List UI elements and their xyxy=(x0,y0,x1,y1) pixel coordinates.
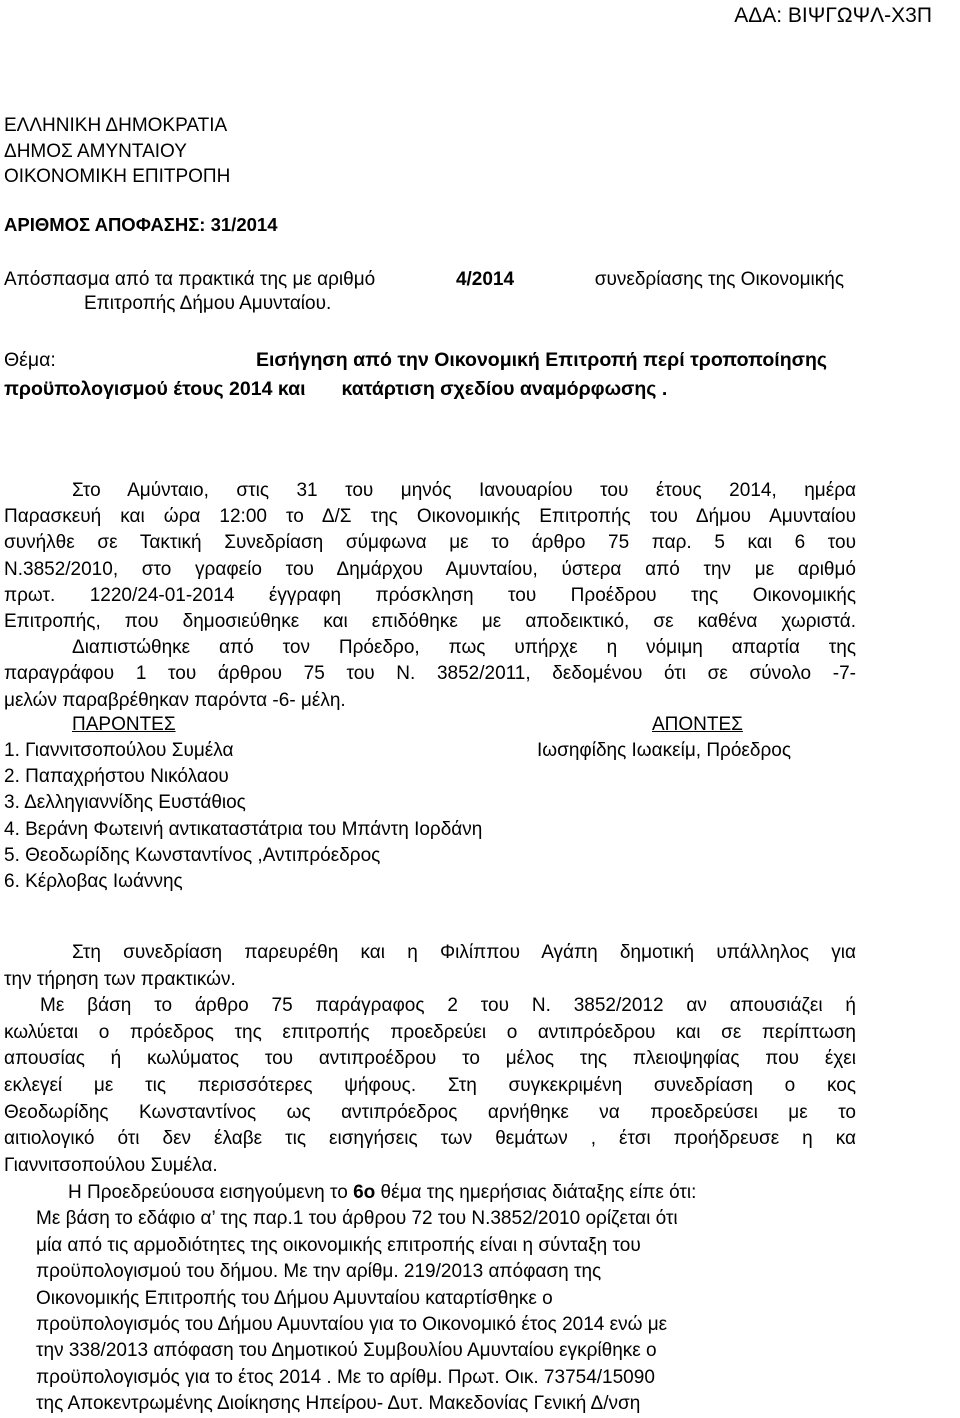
meeting-paragraph xyxy=(4,478,856,714)
excerpt-line-1 xyxy=(4,268,844,292)
paragraph-line: Με βάση το εδάφιο α’ της παρ.1 του άρθρου 72 του Ν.3852/2010 ορίζεται ότι xyxy=(36,1208,678,1230)
excerpt-text-b: συνεδρίασης της Οικονομικής xyxy=(594,269,844,290)
meeting-number: 4/2014 xyxy=(455,269,515,290)
subject-label: Θέμα: xyxy=(4,349,56,371)
attendance-row xyxy=(4,843,864,869)
paragraph-line: προϋπολογισμός για το έτος 2014 . Με το αρίθμ. Πρωτ. Οικ. 73754/15090 xyxy=(36,1366,655,1388)
subject-block xyxy=(4,346,827,404)
absent-member: Ιωσηφίδης Ιωακείμ, Πρόεδρος xyxy=(537,740,791,761)
header-line-republic: ΕΛΛΗΝΙΚΗ ΔΗΜΟΚΡΑΤΙΑ xyxy=(4,115,228,136)
attendance-row xyxy=(4,817,864,843)
issuer-header xyxy=(4,113,230,190)
present-member: 3. Δελληγιαννίδης Ευστάθιος xyxy=(4,792,246,814)
ada-code: ΑΔΑ: ΒΙΨΓΩΨΛ-Χ3Π xyxy=(734,4,932,27)
topic-number: 6ο xyxy=(353,1182,376,1203)
subject-text-2b: κατάρτιση σχεδίου αναμόρφωσης . xyxy=(341,378,668,400)
paragraph-line: την 338/2013 απόφαση του Δημοτικού Συμβουλίου Αμυνταίου εγκρίθηκε ο xyxy=(36,1340,657,1362)
paragraph-line: προϋπολογισμός του Δήμου Αμυνταίου για το Οικονομικό έτος 2014 ενώ με xyxy=(36,1314,668,1336)
paragraph-line: συνήλθε σε Τακτική Συνεδρίαση σύμφωνα με το άρθρο 75 παρ. 5 και 6 του xyxy=(4,532,856,554)
paragraph-line: Διαπιστώθηκε από τον Πρόεδρο, πως υπήρχε η νόμιμη απαρτία της xyxy=(72,637,856,659)
paragraph-line: προϋπολογισμού του δήμου. Με την αρίθμ. 219/2013 απόφαση της xyxy=(36,1261,602,1283)
paragraph-line: απουσίας ή κωλύματος του αντιπροέδρου το μέλος της πλειοψηφίας που έχει xyxy=(4,1048,856,1070)
attendance-row xyxy=(4,738,864,764)
paragraph-line: την τήρηση των πρακτικών. xyxy=(4,968,236,990)
paragraph-line: της Αποκεντρωμένης Διοίκησης Ηπείρου- Δυτ. Μακεδονίας Γενική Δ/νση xyxy=(36,1393,641,1415)
attendance-block xyxy=(4,712,864,895)
subject-text-1: Εισήγηση από την Οικονομική Επιτροπή περί τροποποίησης xyxy=(256,349,827,371)
proposal-intro-a: Η Προεδρεύουσα εισηγούμενη το xyxy=(68,1182,348,1203)
paragraph-line: Ν.3852/2010, στο γραφείο του Δημάρχου Αμυνταίου, ύστερα από την με αριθμό xyxy=(4,558,856,580)
chair-paragraph xyxy=(4,940,856,1179)
proposal-paragraph xyxy=(36,1180,820,1418)
paragraph-line xyxy=(68,1180,820,1206)
paragraph-line: Στο Αμύνταιο, στις 31 του μηνός Ιανουαρίου του έτους 2014, ημέρα xyxy=(72,480,856,501)
paragraph-line: εκλεγεί με τις περισσότερες ψήφους. Στη συγκεκριμένη συνεδρίαση ο κος xyxy=(4,1074,856,1096)
paragraph-line: Με βάση το άρθρο 75 παράγραφος 2 του Ν. 3852/2012 αν απουσιάζει ή xyxy=(40,995,856,1017)
present-member: 5. Θεοδωρίδης Κωνσταντίνος ,Αντιπρόεδρος xyxy=(4,844,381,866)
paragraph-line: μία από τις αρμοδιότητες της οικονομικής επιτροπής είναι η σύνταξη του xyxy=(36,1234,641,1256)
subject-line-2 xyxy=(4,375,827,404)
attendance-row xyxy=(4,764,864,790)
present-heading: ΠΑΡΟΝΤΕΣ xyxy=(72,714,176,735)
attendance-row xyxy=(4,790,864,816)
decision-number: ΑΡΙΘΜΟΣ ΑΠΟΦΑΣΗΣ: 31/2014 xyxy=(4,214,278,235)
excerpt-line-2: Επιτροπής Δήμου Αμυνταίου. xyxy=(84,293,332,314)
paragraph-line: Γιαννιτσοπούλου Συμέλα. xyxy=(4,1154,218,1176)
present-member: 2. Παπαχρήστου Νικόλαου xyxy=(4,766,229,788)
absent-heading: ΑΠΟΝΤΕΣ xyxy=(652,714,743,735)
paragraph-line: παραγράφου 1 του άρθρου 75 του Ν. 3852/2011, δεδομένου ότι σε σύνολο -7- xyxy=(4,663,856,685)
attendance-row xyxy=(4,869,864,895)
proposal-intro-b: θέμα της ημερήσιας διάταξης είπε ότι: xyxy=(380,1182,697,1203)
attendance-headings xyxy=(4,712,864,738)
excerpt-text-a: Απόσπασμα από τα πρακτικά της με αριθμό xyxy=(4,269,376,290)
paragraph-line: Οικονομικής Επιτροπής του Δήμου Αμυνταίου καταρτίσθηκε ο xyxy=(36,1287,553,1309)
paragraph-line: Θεοδωρίδης Κωνσταντίνος ως αντιπρόεδρος αρνήθηκε να προεδρεύσει με το xyxy=(4,1101,856,1123)
paragraph-line: κωλύεται ο πρόεδρος της επιτροπής προεδρεύει ο αντιπρόεδρου και σε περίπτωση xyxy=(4,1021,856,1043)
present-member: 1. Γιαννιτσοπούλου Συμέλα xyxy=(4,740,234,761)
present-member: 4. Βεράνη Φωτεινή αντικαταστάτρια του Μπάντη Ιορδάνη xyxy=(4,818,483,840)
paragraph-line: πρωτ. 1220/24-01-2014 έγγραφη πρόσκληση του Προέδρου της Οικονομικής xyxy=(4,584,856,606)
header-line-municipality: ΔΗΜΟΣ ΑΜΥΝΤΑΙΟΥ xyxy=(4,140,187,162)
paragraph-line: Επιτροπής, που δημοσιεύθηκε και επιδόθηκε με αποδεικτικό, σε καθένα χωριστά. xyxy=(4,611,856,633)
excerpt-paragraph xyxy=(4,268,844,316)
paragraph-line: Στη συνεδρίαση παρευρέθη και η Φιλίππου Αγάπη δημοτική υπάλληλος για xyxy=(72,942,856,963)
subject-text-2a: προϋπολογισμού έτους 2014 και xyxy=(4,378,306,400)
paragraph-line: Παρασκευή και ώρα 12:00 το Δ/Σ της Οικονομικής Επιτροπής του Δήμου Αμυνταίου xyxy=(4,506,856,528)
paragraph-line: μελών παραβρέθηκαν παρόντα -6- μέλη. xyxy=(4,689,346,711)
paragraph-line: αιτιολογικό ότι δεν έλαβε τις εισηγήσεις των θεμάτων , έτσι προήδρευσε η κα xyxy=(4,1128,856,1150)
present-member: 6. Κέρλοβας Ιωάννης xyxy=(4,870,183,892)
header-line-committee: ΟΙΚΟΝΟΜΙΚΗ ΕΠΙΤΡΟΠΗ xyxy=(4,166,231,187)
subject-line-1 xyxy=(4,346,827,375)
